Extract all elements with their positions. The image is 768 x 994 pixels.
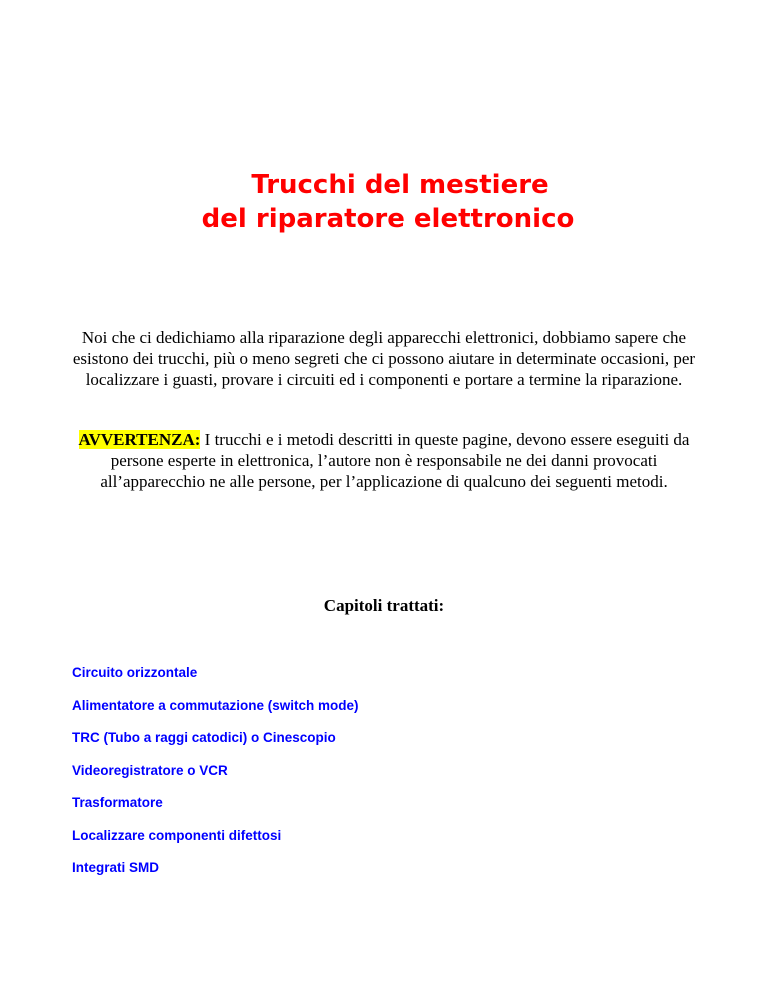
- chapter-link-circuito-orizzontale[interactable]: Circuito orizzontale: [72, 665, 198, 680]
- list-item: [72, 729, 359, 762]
- chapter-link-trasformatore[interactable]: Trasformatore: [72, 795, 163, 810]
- warning-paragraph: [58, 429, 710, 492]
- chapters-heading: Capitoli trattati:: [323, 596, 445, 615]
- list-item: [72, 827, 359, 860]
- list-item: [72, 859, 359, 892]
- chapter-link-componenti-difettosi[interactable]: Localizzare componenti difettosi: [72, 827, 282, 843]
- chapter-link-videoregistratore[interactable]: Videoregistratore o VCR: [72, 762, 228, 778]
- list-item: [72, 762, 359, 795]
- chapter-link-trc[interactable]: TRC (Tubo a raggi catodici) o Cinescopio: [72, 730, 336, 745]
- page-title-line-2: del riparatore elettronico: [201, 204, 575, 234]
- chapter-link-alimentatore[interactable]: Alimentatore a commutazione (switch mode): [72, 697, 359, 713]
- warning-text: I trucchi e i metodi descritti in queste pagine, devono essere eseguiti da persone esperte in elettronica, l’autore non è responsabile ne dei danni provocati all’apparecchio ne alle persone, per l’applicazione di qualcuno dei seguenti metodi.: [100, 430, 690, 491]
- list-item: [72, 664, 359, 697]
- chapter-link-integrati-smd[interactable]: Integrati SMD: [72, 860, 160, 875]
- page-title-line-1: Trucchi del mestiere: [251, 170, 549, 200]
- intro-paragraph: Noi che ci dedichiamo alla riparazione degli apparecchi elettronici, dobbiamo sapere che esistono dei trucchi, più o meno segreti che ci possono aiutare in determinate occasioni, per localizzare i guasti, provare i circuiti ed i componenti e portare a termine la riparazione.: [72, 328, 696, 389]
- list-item: [72, 794, 359, 827]
- list-item: [72, 697, 359, 730]
- warning-label: AVVERTENZA:: [78, 430, 201, 449]
- chapter-list: [72, 664, 359, 892]
